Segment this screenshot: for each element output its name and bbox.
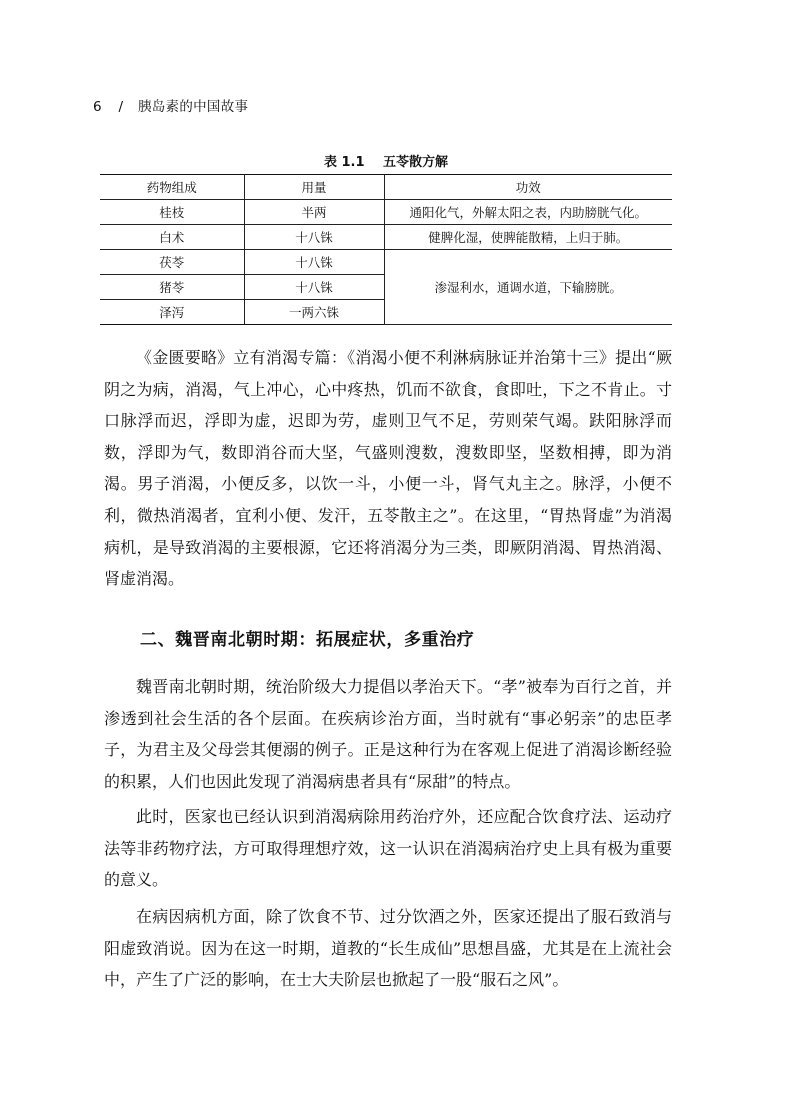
cell-dose: 十八铢 xyxy=(244,225,384,250)
section-heading: 二、魏晋南北朝时期：拓展症状，多重治疗 xyxy=(140,630,475,650)
cell-dose: 十八铢 xyxy=(244,275,384,300)
table-row xyxy=(100,200,672,225)
cell-drug: 桂枝 xyxy=(100,200,244,225)
paragraph-non-drug-therapy: 此时，医家也已经认识到消渴病除用药治疗外，还应配合饮食疗法、运动疗法等非药物疗法，方可取得理想疗效，这一认识在消渴病治疗史上具有极为重要的意义。 xyxy=(104,807,672,890)
table-row xyxy=(100,225,672,250)
table-row xyxy=(100,250,672,275)
running-head-separator: / xyxy=(118,99,124,115)
header-dose: 用量 xyxy=(244,175,384,200)
table-header-row xyxy=(100,175,672,200)
cell-dose: 一两六铢 xyxy=(244,300,384,325)
cell-drug: 茯苓 xyxy=(100,250,244,275)
cell-dose: 半两 xyxy=(244,200,384,225)
running-head xyxy=(93,95,248,115)
table-caption-title: 五苓散方解 xyxy=(383,155,449,170)
paragraph-etiology: 在病因病机方面，除了饮食不节、过分饮酒之外，医家还提出了服石致消与阳虚致消说。因为在这一时期，道教的“长生成仙”思想昌盛，尤其是在上流社会中，产生了广泛的影响，在士大夫阶层也掀起了一股“服石之风”。 xyxy=(104,907,672,990)
cell-effect-merged: 渗湿利水，通调水道，下输膀胱。 xyxy=(384,250,672,325)
cell-drug: 猪苓 xyxy=(100,275,244,300)
paragraph-wei-jin: 魏晋南北朝时期，统治阶级大力提倡以孝治天下。“孝”被奉为百行之首，并渗透到社会生活的各个层面。在疾病诊治方面，当时就有“事必躬亲”的忠臣孝子，为君主及父母尝其便溺的例子。正是这种行为在客观上促进了消渴诊断经验的积累，人们也因此发现了消渴病患者具有“尿甜”的特点。 xyxy=(104,677,672,791)
table-caption-number: 表 1.1 xyxy=(323,155,365,170)
table-caption xyxy=(100,151,672,170)
cell-effect: 通阳化气，外解太阳之表，内助膀胱气化。 xyxy=(384,200,672,225)
cell-drug: 白术 xyxy=(100,225,244,250)
cell-drug: 泽泻 xyxy=(100,300,244,325)
header-drug: 药物组成 xyxy=(100,175,244,200)
paragraph-jingui: 《金匮要略》立有消渴专篇：《消渴小便不利淋病脉证并治第十三》提出“厥阴之为病，消渴，气上冲心，心中疼热，饥而不欲食，食即吐，下之不肯止。寸口脉浮而迟，浮即为虚，迟即为劳，虚则卫气不足，劳则荣气竭。趺阳脉浮而数，浮即为气，数即消谷而大坚，气盛则溲数，溲数即坚，坚数相搏，即为消渴。男子消渴，小便反多，以饮一斗，小便一斗，肾气丸主之。脉浮，小便不利，微热消渴者，宜利小便、发汗，五苓散主之”。在这里，“胃热肾虚”为消渴病机，是导致消渴的主要根源，它还将消渴分为三类，即厥阴消渴、胃热消渴、肾虚消渴。 xyxy=(104,348,672,589)
page-number: 6 xyxy=(93,99,102,115)
book-title: 胰岛素的中国故事 xyxy=(137,99,249,115)
header-effect: 功效 xyxy=(384,175,672,200)
cell-dose: 十八铢 xyxy=(244,250,384,275)
cell-effect: 健脾化湿，使脾能散精，上归于肺。 xyxy=(384,225,672,250)
formula-table xyxy=(100,174,672,325)
